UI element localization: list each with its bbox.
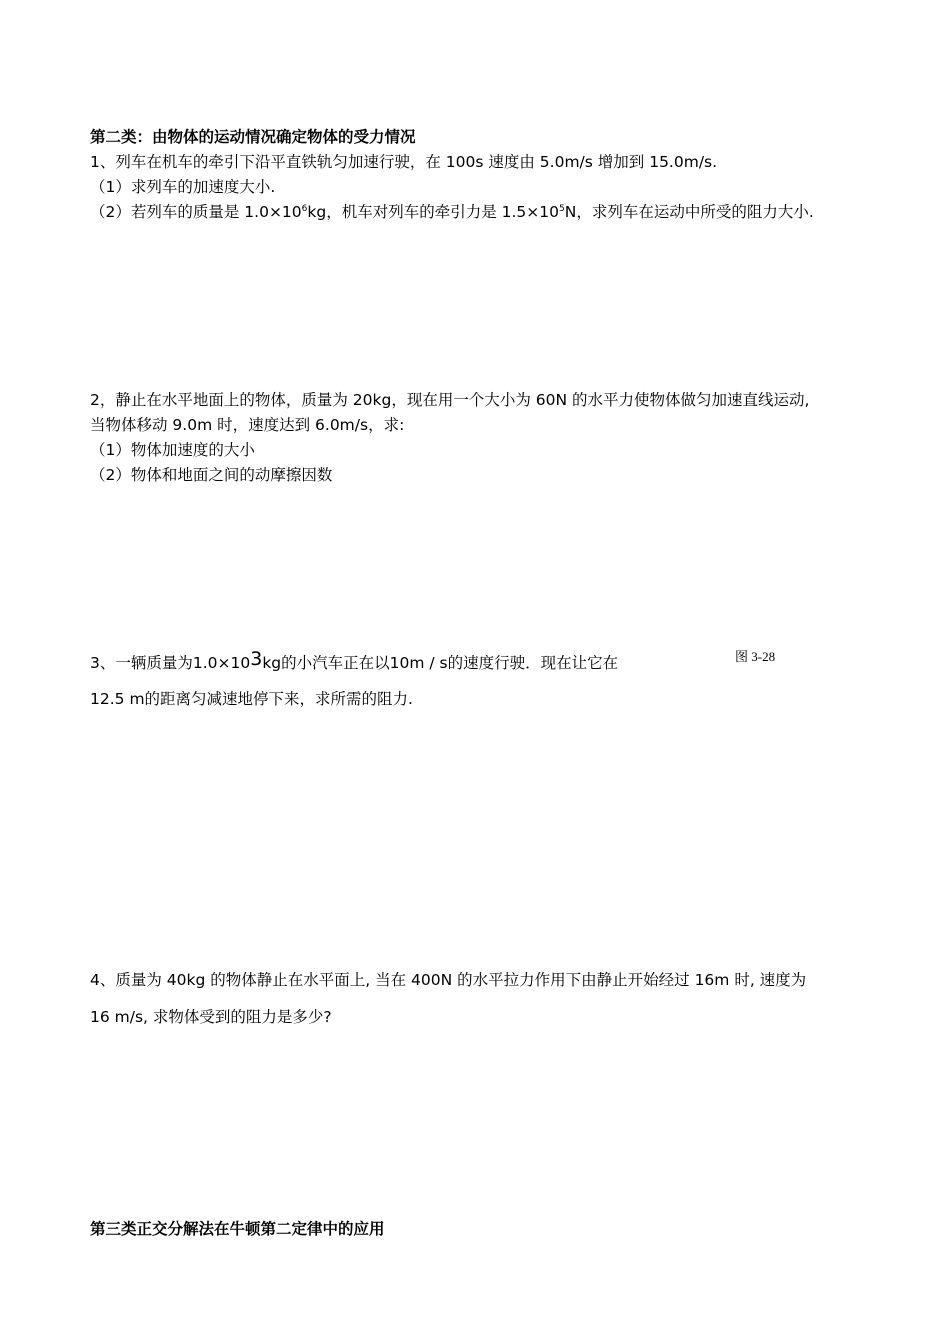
q3-line1-a: 3、一辆质量为1.0×10	[90, 654, 251, 672]
q2-part2: （2）物体和地面之间的动摩擦因数	[90, 466, 333, 484]
q1-part2	[90, 201, 814, 223]
q4-line2: 16 m/s, 求物体受到的阻力是多少?	[90, 1008, 332, 1026]
q1-part2-b: kg，机车对列车的牵引力是 1.5×10	[307, 203, 559, 221]
q2-line2: 当物体移动 9.0m 时，速度达到 6.0m/s，求:	[90, 416, 405, 434]
q1-part2-a: （2）若列车的质量是 1.0×10	[90, 203, 302, 221]
q1-part2-c: N，求列车在运动中所受的阻力大小.	[564, 203, 814, 221]
figure-label: 图 3-28	[735, 649, 776, 664]
section3-heading: 第三类正交分解法在牛顿第二定律中的应用	[90, 1220, 385, 1238]
q1-part2-exp2: 5	[559, 203, 565, 214]
q2-part1: （1）物体加速度的大小	[90, 441, 255, 459]
q1-part2-exp1: 6	[301, 203, 308, 214]
q1-stem: 1、列车在机车的牵引下沿平直铁轨匀加速行驶，在 100s 速度由 5.0m/s 增加到 15.0m/s.	[90, 153, 718, 171]
q3-line1	[90, 648, 619, 674]
q1-part1: （1）求列车的加速度大小.	[90, 178, 276, 196]
q2-line1: 2，静止在水平地面上的物体，质量为 20kg，现在用一个大小为 60N 的水平力使物体做匀加速直线运动,	[90, 391, 810, 409]
q3-line2: 12.5 m的距离匀减速地停下来，求所需的阻力.	[90, 690, 413, 708]
q4-line1: 4、质量为 40kg 的物体静止在水平面上, 当在 400N 的水平拉力作用下由静止开始经过 16m 时, 速度为	[90, 971, 807, 989]
q3-line1-exp: 3	[250, 648, 263, 670]
section2-heading: 第二类：由物体的运动情况确定物体的受力情况	[90, 128, 416, 146]
q3-line1-b: kg的小汽车正在以10m / s的速度行驶．现在让它在	[262, 654, 619, 672]
